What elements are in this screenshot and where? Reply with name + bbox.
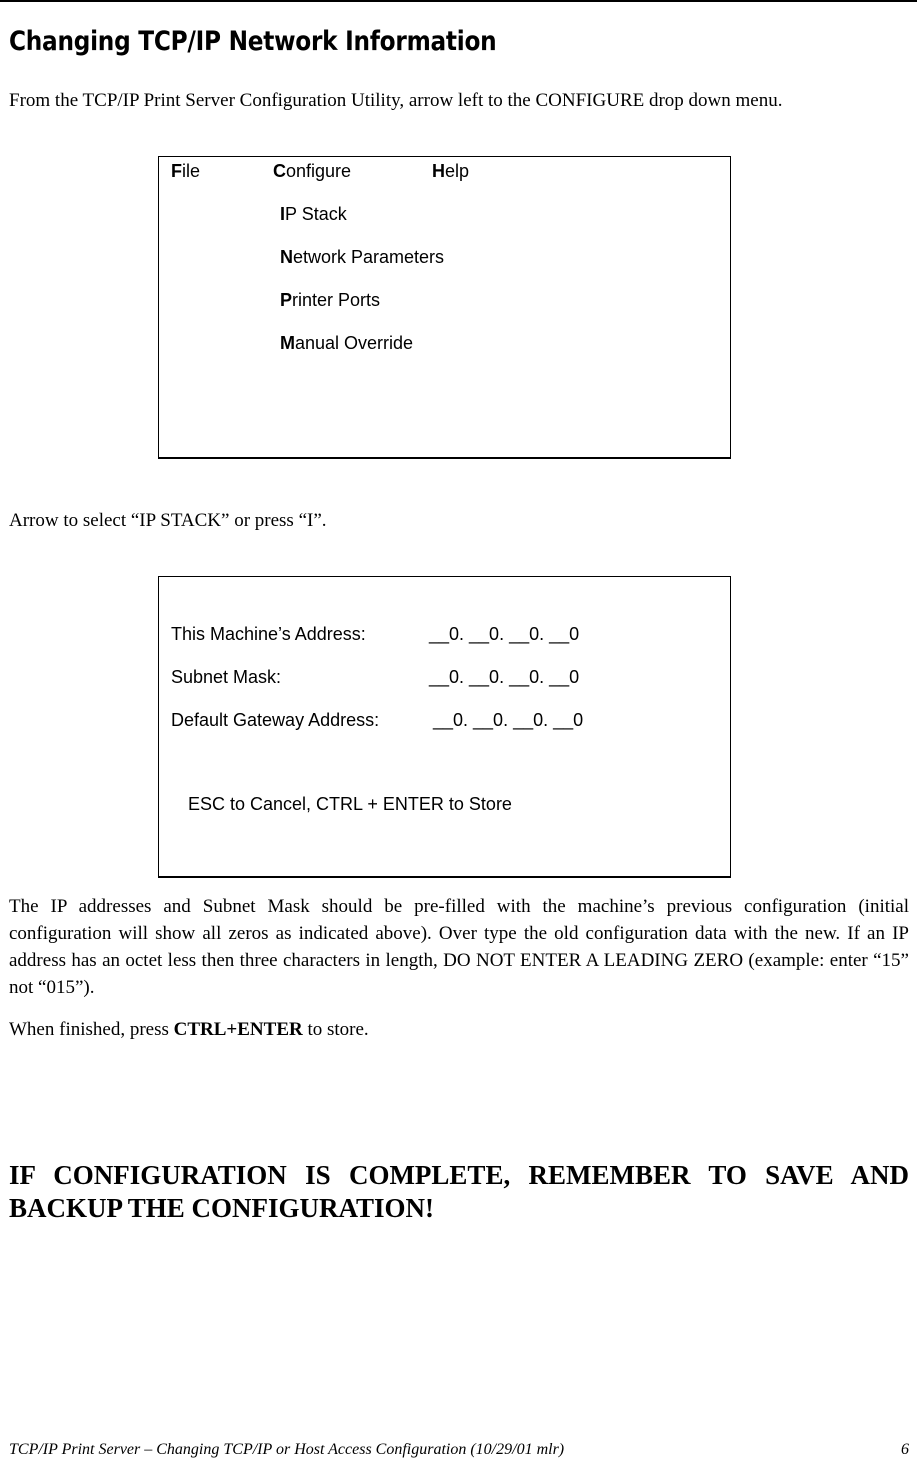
- page-footer: [9, 1440, 909, 1460]
- menu-item-manual-override[interactable]: Manual Override: [280, 333, 414, 353]
- intro-paragraph: From the TCP/IP Print Server Configuration Utility, arrow left to the CONFIGURE drop down menu.: [9, 90, 783, 111]
- page-number: 6: [901, 1441, 909, 1458]
- section-heading: Changing TCP/IP Network Information: [9, 26, 497, 57]
- default-gateway-field[interactable]: __0. __0. __0. __0: [433, 710, 584, 730]
- machine-address-label: This Machine’s Address:: [171, 624, 366, 644]
- menu-item-printer-ports[interactable]: Printer Ports: [280, 290, 381, 310]
- select-instruction: Arrow to select “IP STACK” or press “I”.: [9, 510, 327, 531]
- configure-menu-screen: [158, 156, 731, 459]
- key-hint: ESC to Cancel, CTRL + ENTER to Store: [188, 794, 512, 814]
- menu-configure[interactable]: Configure: [273, 161, 352, 181]
- explanation-paragraph: The IP addresses and Subnet Mask should be pre-filled with the machine’s previous configuration (initial configuration will show all zeros as indicated above). Over type the old configuration data with the new. If an IP address has an octet less then three characters in length, DO NOT ENTER A LEADING ZERO (example: enter “15” not “015”).: [9, 896, 909, 998]
- subnet-mask-label: Subnet Mask:: [171, 667, 282, 687]
- subnet-mask-field[interactable]: __0. __0. __0. __0: [429, 667, 580, 687]
- default-gateway-label: Default Gateway Address:: [171, 710, 380, 730]
- ctrl-enter-keys: CTRL+ENTER: [173, 1019, 303, 1040]
- menu-item-network-parameters[interactable]: Network Parameters: [280, 247, 445, 267]
- menu-item-ip-stack[interactable]: IP Stack: [280, 204, 347, 224]
- machine-address-field[interactable]: __0. __0. __0. __0: [429, 624, 580, 644]
- menu-file[interactable]: File: [171, 161, 201, 181]
- save-backup-warning: IF CONFIGURATION IS COMPLETE, REMEMBER TO SAVE AND BACKUP THE CONFIGURATION!: [9, 1160, 909, 1223]
- footer-text: TCP/IP Print Server – Changing TCP/IP or Host Access Configuration (10/29/01 mlr): [9, 1441, 565, 1458]
- ip-stack-screen: [158, 576, 731, 878]
- top-rule: [0, 0, 917, 2]
- menu-help[interactable]: Help: [432, 161, 470, 181]
- finish-instruction: When finished, press CTRL+ENTER to store.: [9, 1019, 369, 1040]
